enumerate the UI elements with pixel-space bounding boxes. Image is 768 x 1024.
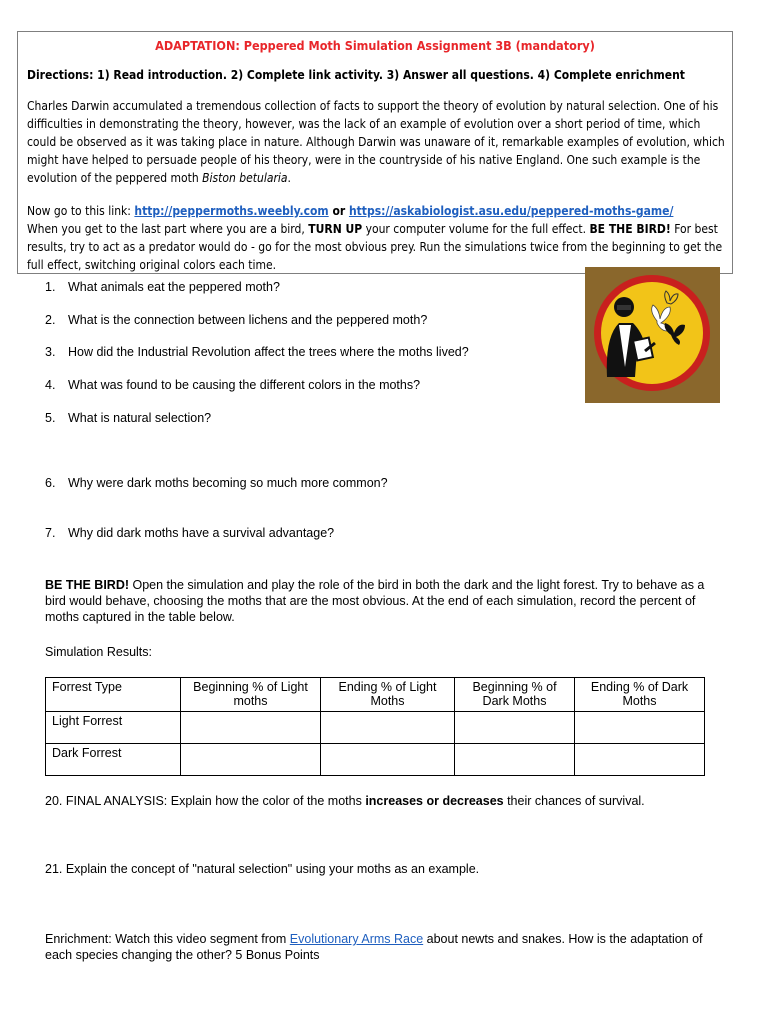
question-20 <box>45 793 725 809</box>
intro-paragraph <box>27 97 727 187</box>
question-text: Why were dark moths becoming so much more common? <box>68 476 388 490</box>
table-header-row <box>46 678 705 712</box>
question-1 <box>45 280 280 294</box>
row-label-light-forest: Light Forrest <box>46 712 181 744</box>
question-2 <box>45 313 427 327</box>
enrichment-prefix: Enrichment: Watch this video segment from <box>45 932 290 946</box>
q20-suffix: their chances of survival. <box>503 794 645 808</box>
evolutionary-arms-race-link[interactable]: Evolutionary Arms Race <box>289 932 424 946</box>
table-cell[interactable] <box>321 712 455 744</box>
question-4 <box>45 378 420 392</box>
table-row <box>46 712 705 744</box>
header-ending-light: Ending % of Light Moths <box>321 678 455 712</box>
be-the-bird-text: Open the simulation and play the role of the bird in both the dark and the light forest. Try to behave as a bird would behave, choosing the moths that are the most obvious. At the end of each simulation, record the percent of moths captured in the table below. <box>45 578 705 624</box>
enrichment-suffix: about newts and snakes. How is the adaptation of each species changing the other? 5 Bonus Points <box>45 932 703 962</box>
instr-d: BE THE BIRD! <box>589 222 671 236</box>
q20-bold: increases or decreases <box>365 794 504 808</box>
instr-e: For best results, try to act as a predator would do - go for the most obvious prey. Run the simulations twice from the beginning to get the full effect, switching original colors each time. <box>27 222 723 272</box>
enrichment-paragraph <box>45 931 725 963</box>
question-text: Why did dark moths have a survival advantage? <box>68 526 335 540</box>
be-the-bird-paragraph <box>45 577 725 625</box>
question-7 <box>45 526 334 540</box>
intro-text: Charles Darwin accumulated a tremendous collection of facts to support the theory of evolution by natural selection. One of his difficulties in demonstrating the theory, however, was the lack of an example of evolution over a short period of time, which could be observed as it was taking place in nature. Although Darwin was unaware of it, remarkable examples of evolution, which might have helped to persuade people of his theory, were in the countryside of his native England. One such example is the evolution of the peppered moth <box>27 99 725 185</box>
question-21: 21. Explain the concept of "natural selection" using your moths as an example. <box>45 862 480 876</box>
instr-a: When you get to the last part where you are a bird, <box>27 222 309 236</box>
page-title: ADAPTATION: Peppered Moth Simulation Assignment 3B (mandatory) <box>155 38 595 53</box>
question-text: What animals eat the peppered moth? <box>68 280 280 294</box>
intro-species: Biston betularia <box>202 171 288 185</box>
directions: Directions: 1) Read introduction. 2) Complete link activity. 3) Answer all questions. 4) Complete enrichment <box>27 68 685 82</box>
instr-c: your computer volume for the full effect. <box>362 222 590 236</box>
header-ending-dark: Ending % of Dark Moths <box>575 678 705 712</box>
question-number: 3. <box>45 345 56 359</box>
table-cell[interactable] <box>181 744 321 776</box>
table-cell[interactable] <box>455 744 575 776</box>
question-text: How did the Industrial Revolution affect the trees where the moths lived? <box>68 345 469 359</box>
table-cell[interactable] <box>575 712 705 744</box>
table-cell[interactable] <box>321 744 455 776</box>
nowgo-prefix: Now go to this link: <box>27 204 135 218</box>
table-cell[interactable] <box>455 712 575 744</box>
table-cell[interactable] <box>181 712 321 744</box>
question-text: What is the connection between lichens and the peppered moth? <box>68 313 428 327</box>
question-number: 1. <box>45 280 56 294</box>
question-text: What was found to be causing the different colors in the moths? <box>68 378 421 392</box>
question-3 <box>45 345 469 359</box>
question-number: 6. <box>45 476 56 490</box>
question-number: 7. <box>45 526 56 540</box>
simulation-results-label: Simulation Results: <box>45 645 152 659</box>
peppermoths-link[interactable]: http://peppermoths.weebly.com <box>134 204 329 218</box>
link-separator: or <box>328 204 349 218</box>
intro-box <box>17 31 733 274</box>
header-beginning-light: Beginning % of Light moths <box>181 678 321 712</box>
table-row <box>46 744 705 776</box>
table-cell[interactable] <box>575 744 705 776</box>
intro-end: . <box>287 171 291 185</box>
header-beginning-dark: Beginning % of Dark Moths <box>455 678 575 712</box>
scientist-moth-logo <box>585 267 720 403</box>
askabiologist-link[interactable]: https://askabiologist.asu.edu/peppered-moths-game/ <box>348 204 674 218</box>
question-number: 5. <box>45 411 56 425</box>
row-label-dark-forest: Dark Forrest <box>46 744 181 776</box>
simulation-results-table <box>45 677 705 776</box>
q20-prefix: 20. FINAL ANALYSIS: Explain how the color of the moths <box>45 794 366 808</box>
header-forest-type: Forrest Type <box>46 678 181 712</box>
question-text: What is natural selection? <box>68 411 212 425</box>
question-number: 2. <box>45 313 56 327</box>
question-5 <box>45 411 211 425</box>
instr-b: TURN UP <box>308 222 363 236</box>
question-number: 4. <box>45 378 56 392</box>
be-the-bird-bold: BE THE BIRD! <box>45 578 130 592</box>
question-6 <box>45 476 388 490</box>
link-instructions <box>27 202 727 274</box>
